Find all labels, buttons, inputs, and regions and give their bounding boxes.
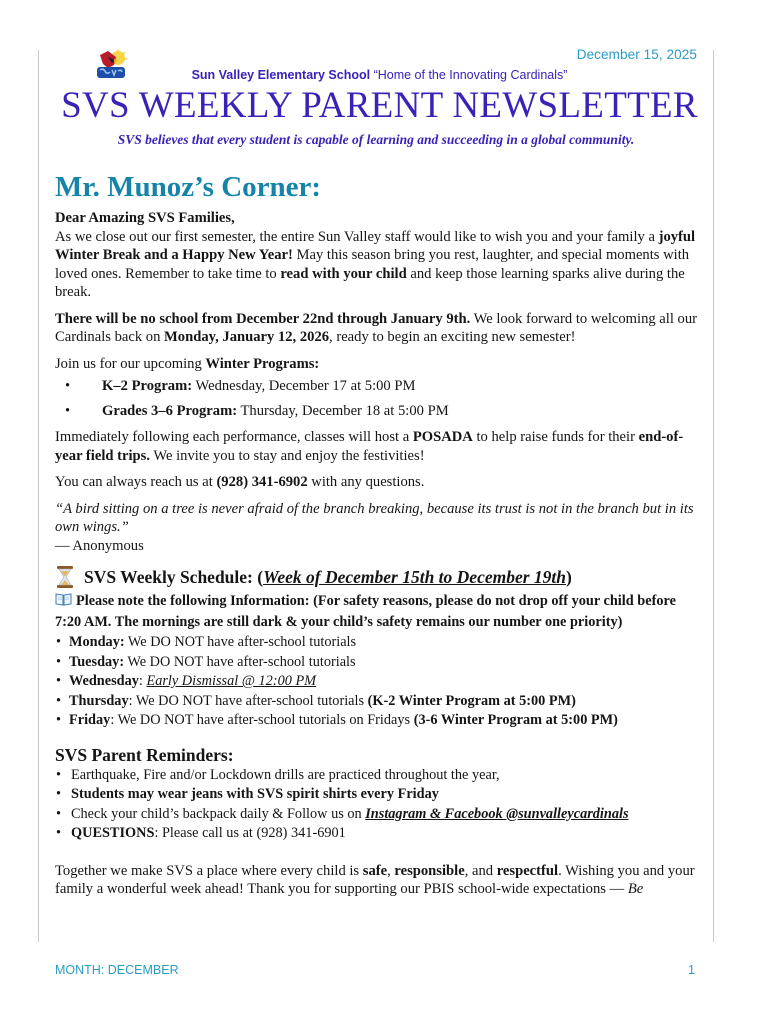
value-responsible: responsible — [394, 862, 465, 879]
paragraph-winter-programs — [55, 355, 705, 374]
bullet-icon: • — [56, 653, 62, 670]
highlight-text: end-of-year field trips. — [55, 429, 684, 464]
hourglass-icon — [55, 566, 75, 588]
text: , — [387, 862, 395, 879]
bullet-icon: • — [56, 692, 62, 709]
text: , ready to begin an exciting new semester! — [329, 329, 576, 345]
paragraph-no-school — [55, 310, 705, 347]
schedule-day-thursday — [55, 692, 705, 712]
text: . Wishing you and your family a wonderful week ahead! Thank you for supporting our PBIS school-wide expectations — — [55, 862, 695, 897]
day-event: (3-6 Winter Program at 5:00 PM) — [413, 712, 618, 728]
school-motto: SVS believes that every student is capable of learning and succeeding in a global community. — [117, 132, 635, 147]
text: You can always reach us at — [55, 474, 217, 490]
day-label: Monday: — [69, 634, 125, 650]
value-respectful: respectful — [496, 862, 559, 879]
bullet-icon: • — [56, 786, 62, 802]
day-text: Early Dismissal @ 12:00 PM — [146, 673, 317, 689]
social-media-link[interactable]: Instagram & Facebook @sunvalleycardinals — [365, 805, 629, 822]
footer-month: MONTH: DECEMBER — [55, 963, 179, 977]
principal-corner-heading: Mr. Munoz’s Corner: — [55, 171, 322, 203]
bullet-icon: • — [56, 712, 62, 728]
text: We look forward to welcoming all our Cardinals back on — [55, 310, 697, 345]
day-text: : We DO NOT have after-school tutorials on Fridays — [110, 712, 414, 728]
safety-info — [55, 591, 705, 633]
quote: “A bird sitting on a tree is never afraid of the branch breaking, because its trust is not in the branch but in its own wings.” — [55, 500, 694, 535]
bullet-icon: • — [65, 378, 71, 394]
program-detail: Wednesday, December 17 at 5:00 PM — [192, 378, 416, 394]
parent-reminders-heading: SVS Parent Reminders: — [55, 744, 234, 765]
bullet-icon: • — [56, 634, 62, 650]
text: May this season bring you rest, laughter, and special moments with loved ones. Remember to take time to — [55, 247, 690, 282]
bullet-icon: • — [56, 805, 62, 822]
bullet-icon: • — [56, 766, 62, 783]
highlight-text: joyful Winter Break and a Happy New Year! — [55, 228, 696, 263]
phone-number: (928) 341-6902 — [216, 474, 308, 490]
reminder-text: Check your child’s backpack daily & Follow us on — [71, 805, 366, 822]
newsletter-body — [55, 170, 705, 907]
day-label: Thursday — [69, 692, 129, 709]
list-item — [55, 402, 705, 421]
reminder-text: Students may wear jeans with SVS spirit shirts every Friday — [71, 786, 439, 802]
text: Be — [627, 881, 644, 897]
closing-paragraph — [55, 862, 705, 899]
text: and keep those learning sparks alive during the break. — [55, 265, 685, 300]
program-label: Grades 3–6 Program: — [102, 402, 238, 419]
school-tagline: “Home of the Innovating Cardinals” — [370, 68, 568, 82]
bullet-icon: • — [65, 402, 71, 419]
page-number: 1 — [688, 963, 695, 977]
greeting: Dear Amazing SVS Families, — [55, 210, 235, 226]
text: Together we make SVS a place where every child is — [55, 862, 363, 879]
weekly-schedule-heading — [55, 565, 705, 589]
open-book-icon — [55, 592, 72, 605]
schedule-day-wednesday — [55, 672, 705, 692]
highlight-text: POSADA — [412, 429, 473, 445]
highlight-text: Winter Programs: — [205, 355, 320, 372]
school-line — [0, 68, 759, 82]
info-label: Please note the following Information — [76, 593, 305, 609]
bullet-icon: • — [56, 673, 62, 689]
highlight-text: Monday, January 12, 2026 — [164, 329, 330, 345]
program-label: K–2 Program: — [102, 378, 193, 394]
day-event: (K-2 Winter Program at 5:00 PM) — [367, 692, 576, 709]
weekly-schedule-list — [55, 633, 705, 731]
list-item — [55, 785, 705, 805]
page-border-right — [713, 50, 714, 942]
quote-author: — Anonymous — [55, 537, 144, 554]
day-label: Wednesday — [69, 673, 139, 689]
text: , and — [464, 862, 497, 879]
schedule-day-tuesday — [55, 653, 705, 673]
school-name: Sun Valley Elementary School — [191, 68, 371, 82]
day-text: : We DO NOT have after-school tutorials — [128, 692, 368, 709]
highlight-text: read with your child — [280, 265, 407, 282]
text: with any questions. — [307, 474, 425, 490]
paragraph-winter-break — [55, 228, 705, 302]
newsletter-title: SVS WEEKLY PARENT NEWSLETTER — [61, 85, 698, 126]
value-safe: safe — [362, 862, 388, 879]
day-text: We DO NOT have after-school tutorials — [124, 653, 356, 670]
reminder-text: Earthquake, Fire and/or Lockdown drills are practiced throughout the year, — [71, 766, 500, 783]
bullet-icon: • — [56, 825, 62, 841]
program-detail: Thursday, December 18 at 5:00 PM — [237, 402, 449, 419]
schedule-week: Week of December 15th to December 19th — [263, 567, 567, 587]
list-item — [55, 766, 705, 786]
schedule-day-friday — [55, 711, 705, 731]
reminder-text: : Please call us at (928) 341-6901 — [154, 825, 346, 841]
paragraph-posada — [55, 428, 705, 465]
text: Join us for our upcoming — [55, 355, 206, 372]
reminder-label: QUESTIONS — [71, 825, 155, 841]
list-item — [55, 805, 705, 825]
newsletter-date: December 15, 2025 — [576, 47, 697, 62]
winter-programs-list — [55, 377, 705, 420]
day-text: We DO NOT have after-school tutorials — [124, 634, 357, 650]
text: : — [138, 673, 147, 689]
text: to help raise funds for their — [472, 429, 639, 445]
list-item — [55, 824, 705, 844]
highlight-text: There will be no school from December 22nd through January 9th. — [55, 310, 471, 327]
text: As we close out our first semester, the entire Sun Valley staff would like to wish you and your family a — [55, 228, 659, 245]
day-label: Tuesday: — [69, 653, 125, 670]
day-label: Friday — [69, 712, 111, 728]
info-text: : (For safety reasons, please do not drop off your child before 7:20 AM. The mornings are still dark & your child’s safety remains our number one priority) — [55, 593, 676, 630]
page-border-left — [38, 50, 39, 942]
parent-reminders-list — [55, 766, 705, 844]
list-item — [55, 377, 705, 396]
paragraph-contact — [55, 473, 705, 492]
schedule-day-monday — [55, 633, 705, 653]
text: ) — [566, 567, 572, 587]
text: SVS Weekly Schedule: ( — [84, 567, 264, 587]
text: Immediately following each performance, classes will host a — [55, 429, 413, 445]
text: We invite you to stay and enjoy the festivities! — [149, 447, 425, 464]
